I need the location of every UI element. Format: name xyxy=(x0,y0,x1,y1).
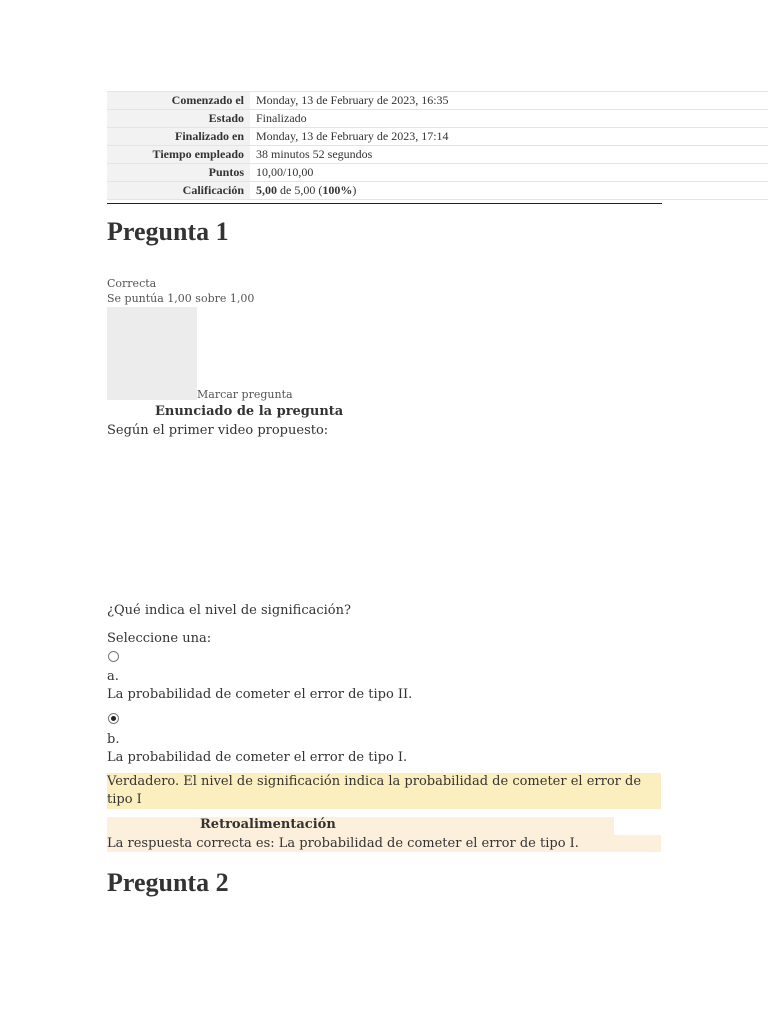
summary-label: Calificación xyxy=(107,182,250,200)
grade-close: ) xyxy=(352,183,357,197)
summary-label: Comenzado el xyxy=(107,92,250,110)
grade-score: 5,00 xyxy=(256,183,277,197)
feedback-header xyxy=(107,817,614,835)
grade-total: de 5,00 ( xyxy=(277,183,323,197)
flag-question-link[interactable]: Marcar pregunta xyxy=(197,388,293,401)
summary-value: 10,00/10,00 xyxy=(250,164,768,182)
option-b-radio[interactable] xyxy=(108,713,119,724)
summary-value: Finalizado xyxy=(250,110,768,128)
summary-divider xyxy=(107,203,662,204)
summary-row-grade xyxy=(107,182,768,200)
option-a-letter: a. xyxy=(107,669,119,684)
summary-row-points xyxy=(107,164,768,182)
question-2-heading: Pregunta 2 xyxy=(107,868,229,897)
question-1-heading: Pregunta 1 xyxy=(107,217,229,246)
summary-row-finished xyxy=(107,128,768,146)
specific-feedback: Verdadero. El nivel de significación indica la probabilidad de cometer el error de tipo I xyxy=(107,773,661,809)
right-answer-text: La respuesta correcta es: La probabilidad de cometer el error de tipo I. xyxy=(107,835,661,852)
option-b-letter: b. xyxy=(107,732,120,747)
option-b-text[interactable]: La probabilidad de cometer el error de tipo I. xyxy=(107,750,408,765)
summary-row-started xyxy=(107,92,768,110)
statement-title: Enunciado de la pregunta xyxy=(155,404,344,419)
summary-value-grade xyxy=(250,182,768,200)
summary-row-time xyxy=(107,146,768,164)
summary-value: Monday, 13 de February de 2023, 17:14 xyxy=(250,128,768,146)
summary-label: Estado xyxy=(107,110,250,128)
summary-label: Finalizado en xyxy=(107,128,250,146)
summary-label: Puntos xyxy=(107,164,250,182)
attempt-summary-table xyxy=(107,91,768,200)
select-prompt: Seleccione una: xyxy=(107,631,212,646)
summary-value: Monday, 13 de February de 2023, 16:35 xyxy=(250,92,768,110)
question-score: Se puntúa 1,00 sobre 1,00 xyxy=(107,292,255,305)
summary-label: Tiempo empleado xyxy=(107,146,250,164)
question-status: Correcta xyxy=(107,277,157,290)
feedback-title: Retroalimentación xyxy=(200,817,336,832)
grade-percent: 100% xyxy=(322,183,353,197)
question-intro: Según el primer video propuesto: xyxy=(107,423,329,438)
option-a-text[interactable]: La probabilidad de cometer el error de tipo II. xyxy=(107,687,413,702)
question-text: ¿Qué indica el nivel de significación? xyxy=(107,603,351,618)
summary-row-state xyxy=(107,110,768,128)
summary-value: 38 minutos 52 segundos xyxy=(250,146,768,164)
flag-icon[interactable] xyxy=(107,307,197,400)
option-a-radio[interactable] xyxy=(108,651,119,662)
